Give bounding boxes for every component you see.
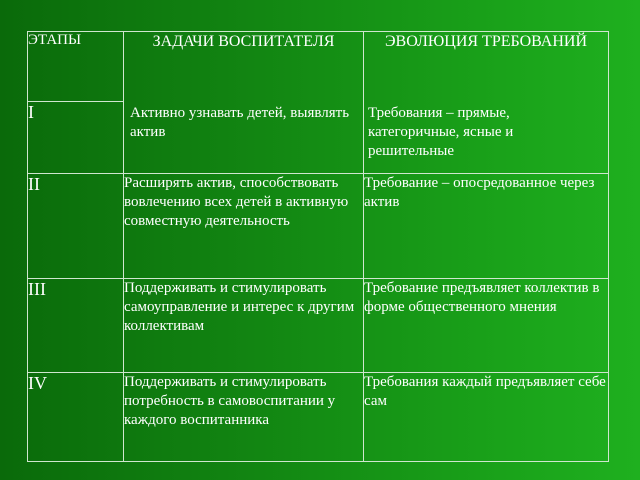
- requirement-1: Требования – прямые, категоричные, ясные и решительные: [368, 105, 514, 159]
- stages-table: [27, 31, 609, 462]
- stage-3: III: [28, 279, 124, 373]
- header-evolution: ЭВОЛЮЦИЯ ТРЕБОВАНИЙ: [364, 32, 609, 174]
- table-row: [28, 279, 609, 373]
- task-2: Расширять актив, способствовать вовлечению всех детей в активную совместную деятельность: [124, 174, 364, 279]
- header-tasks: ЗАДАЧИ ВОСПИТАТЕЛЯ: [124, 32, 364, 174]
- task-4: Поддерживать и стимулировать потребность в самовоспитании у каждого воспитанника: [124, 373, 364, 462]
- requirement-2: Требование – опосредованное через актив: [364, 174, 609, 279]
- requirement-3: Требование предъявляет коллектив в форме общественного мнения: [364, 279, 609, 373]
- requirement-4: Требования каждый предъявляет себе сам: [364, 373, 609, 462]
- header-row: [28, 32, 609, 102]
- stage-1: I: [28, 102, 124, 174]
- table-row: [28, 373, 609, 462]
- header-stages: ЭТАПЫ: [28, 32, 124, 102]
- task-1: Активно узнавать детей, выявлять актив: [130, 105, 350, 140]
- stage-2: II: [28, 174, 124, 279]
- task-3: Поддерживать и стимулировать самоуправление и интерес к другим коллективам: [124, 279, 364, 373]
- stage-4: IV: [28, 373, 124, 462]
- table-row: [28, 174, 609, 279]
